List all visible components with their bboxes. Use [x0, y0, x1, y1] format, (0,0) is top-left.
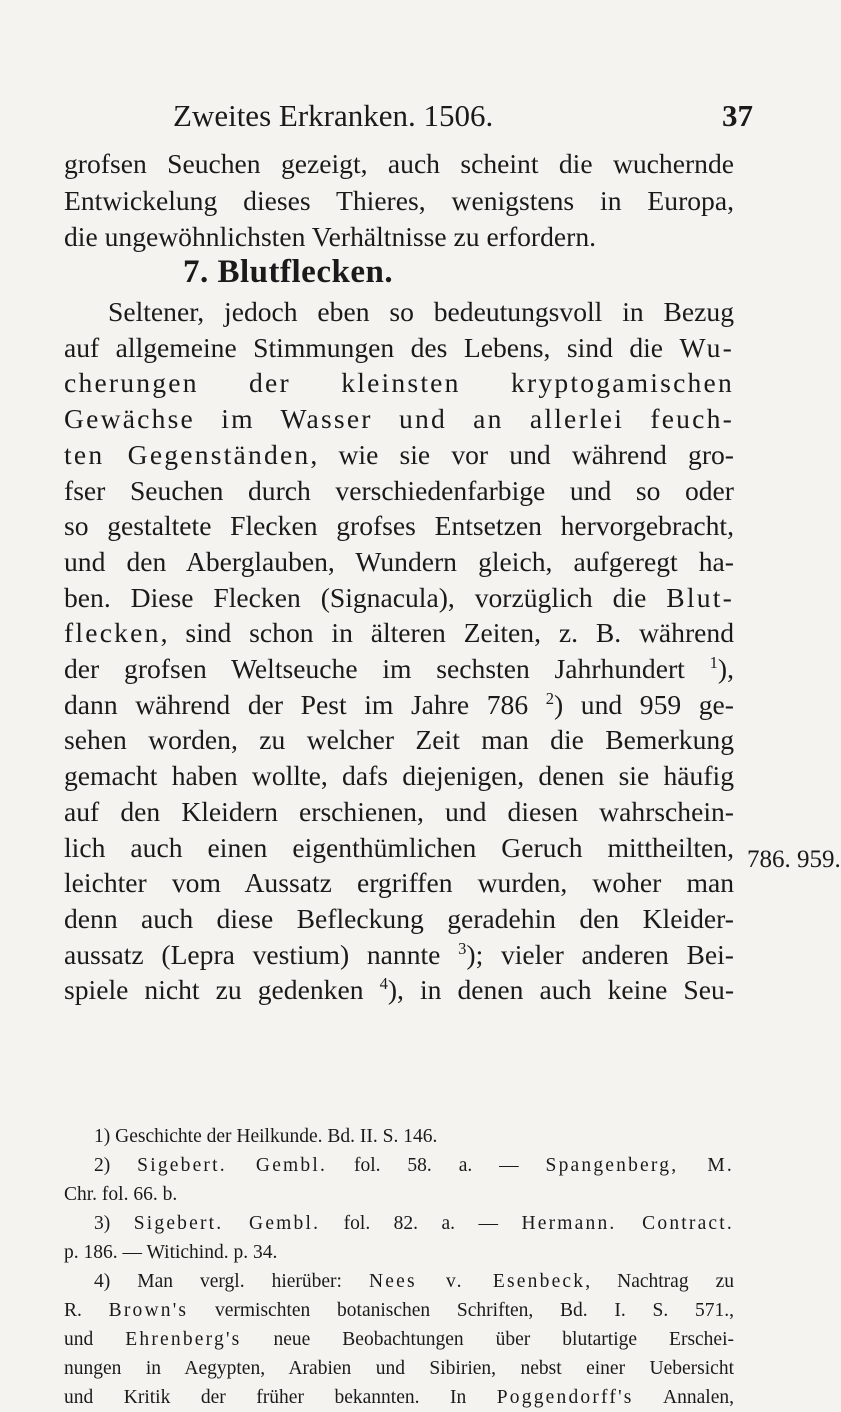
running-header: [0, 98, 800, 138]
text-line: ben. Diese Flecken (Signacula), vorzüglich die Blut-: [64, 581, 734, 613]
text-line: und den Aberglauben, Wundern gleich, aufgeregt ha-: [64, 545, 734, 577]
footnote-cont: und Kritik der früher bekannten. In Poggendorff's Annalen,: [64, 1387, 734, 1408]
main-paragraph: [64, 294, 734, 1008]
footnote: 3) Sigebert. Gembl. fol. 82. a. — Hermann. Contract.: [94, 1213, 734, 1234]
text-line: auf den Kleidern erschienen, und diesen wahrschein-: [64, 795, 734, 827]
text-line: fser Seuchen durch verschiedenfarbige und so oder: [64, 474, 734, 506]
text-line: die ungewöhnlichsten Verhältnisse zu erfordern.: [64, 221, 597, 252]
text-line: Entwickelung dieses Thieres, wenigstens in Europa,: [64, 184, 734, 216]
text-line: denn auch diese Befleckung geradehin den Kleider-: [64, 902, 734, 934]
intro-paragraph: [64, 146, 734, 256]
text-line: spiele nicht zu gedenken $^4$), in denen auch keine Seu-: [64, 974, 735, 1006]
text-line: der grofsen Weltseuche im sechsten Jahrhundert $^1$),: [64, 652, 734, 685]
text-line: lich auch einen eigenthümlichen Geruch mittheilten,: [64, 831, 734, 863]
text-line: dann während der Pest im Jahre 786 $^2$) und 959 ge-: [64, 688, 734, 720]
footnote: 2) Sigebert. Gembl. fol. 58. a. — Spangenberg, M.: [94, 1155, 734, 1176]
text-line: ten Gegenständen, wie sie vor und während gro-: [64, 438, 734, 470]
text-line: so gestaltete Flecken grofses Entsetzen hervorgebracht,: [64, 510, 734, 542]
footnote-cont: und Ehrenberg's neue Beobachtungen über blutartige Erschei-: [64, 1329, 734, 1350]
text-line: auf allgemeine Stimmungen des Lebens, sind die Wu-: [64, 331, 734, 363]
footnote: 1) Geschichte der Heilkunde. Bd. II. S. 146.: [94, 1126, 438, 1147]
text-line: flecken, sind schon in älteren Zeiten, z. B. während: [64, 617, 734, 649]
text-line: aussatz (Lepra vestium) nannte $^3$); vieler anderen Bei-: [64, 938, 734, 970]
text-line: leichter vom Aussatz ergriffen wurden, woher man: [64, 867, 734, 899]
text-line: sehen worden, zu welcher Zeit man die Bemerkung: [64, 724, 734, 756]
text-line: grofsen Seuchen gezeigt, auch scheint die wuchernde: [64, 148, 734, 179]
text-line: Seltener, jedoch eben so bedeutungsvoll in Bezug: [108, 296, 734, 327]
footnotes: [64, 1122, 734, 1412]
text-line: cherungen der kleinsten kryptogamischen: [64, 367, 734, 399]
header-title: Zweites Erkranken. 1506.: [173, 98, 494, 133]
text-line: gemacht haben wollte, dafs diejenigen, denen sie häufig: [64, 760, 734, 792]
footnote-cont: R. Brown's vermischten botanischen Schriften, Bd. I. S. 571.,: [64, 1300, 734, 1321]
footnote-cont: p. 186. — Witichind. p. 34.: [64, 1242, 278, 1263]
footnote-cont: Chr. fol. 66. b.: [64, 1184, 178, 1205]
footnote-cont: nungen in Aegypten, Arabien und Sibirien, nebst einer Uebersicht: [64, 1358, 734, 1379]
margin-note: 786. 959.: [747, 846, 841, 873]
section-heading: 7. Blutflecken.: [183, 254, 394, 290]
page-number: 37: [722, 98, 753, 133]
footnote: 4) Man vergl. hierüber: Nees v. Esenbeck, Nachtrag zu: [94, 1271, 734, 1292]
text-line: Gewächse im Wasser und an allerlei feuch-: [64, 403, 734, 435]
